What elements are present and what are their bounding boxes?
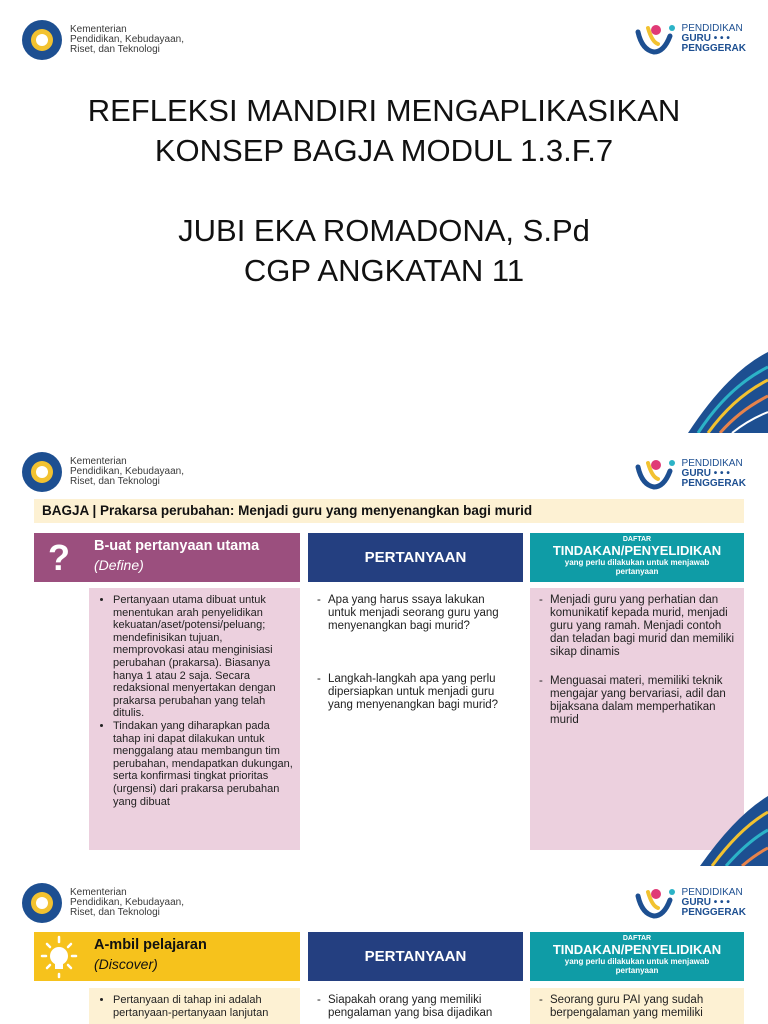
title-line: KONSEP BAGJA MODUL 1.3.F.7 xyxy=(154,133,614,168)
ministry-logo xyxy=(22,883,184,923)
guru-penggerak-logo xyxy=(634,457,746,491)
ministry-line: Kementerian xyxy=(70,887,127,898)
list-item: - Menguasai materi, memiliki teknik mengajar yang bervariasi, adil dan bijaksana dalam memperhatikan murid xyxy=(539,675,726,726)
guru-penggerak-mark-icon xyxy=(634,886,678,920)
guru-penggerak-logo xyxy=(634,886,746,920)
actions-header-label: TINDAKAN/PENYELIDIKAN xyxy=(552,543,722,558)
title-line: REFLEKSI MANDIRI MENGAPLIKASIKAN xyxy=(87,93,681,128)
tut-wuri-emblem-icon xyxy=(22,452,62,492)
questions-header-label: PERTANYAAN xyxy=(364,948,467,965)
ministry-line: Pendidikan, Kebudayaan, xyxy=(70,466,184,477)
ministry-line: Pendidikan, Kebudayaan, xyxy=(70,34,184,45)
explanation-cell xyxy=(89,988,300,1024)
explanation-cell xyxy=(89,588,300,850)
author-line: JUBI EKA ROMADONA, S.Pd xyxy=(178,213,590,248)
program-line: GURU • • • xyxy=(681,897,730,908)
step-header xyxy=(34,932,300,981)
ministry-line: Riset, dan Teknologi xyxy=(70,44,160,55)
questions-cell xyxy=(308,588,523,850)
list-item: - Menjadi guru yang perhatian dan komunikatif kepada murid, menjadi guru yang ramah. Menjadi contoh dan teladan bagi murid dan memiliki sikap dinamis xyxy=(539,594,735,658)
slide-gap xyxy=(0,433,768,443)
guru-penggerak-logo xyxy=(634,22,746,56)
title-slide xyxy=(0,0,768,433)
program-line: PENDIDIKAN xyxy=(681,458,743,469)
slide-gap xyxy=(0,866,768,876)
actions-header-sub: yang perlu dilakukan untuk menjawab pertanyaan xyxy=(564,558,710,576)
list-item: • Tindakan yang diharapkan pada tahap ini dapat dilakukan untuk menggalang atau membangun tim perubahan, mendapatkan dukungan, serta konfirmasi tingkat prioritas (urgensi) dari prakarsa perubahan yang dibuat xyxy=(113,720,294,808)
cohort-line: CGP ANGKATAN 11 xyxy=(243,253,525,288)
questions-header xyxy=(308,533,523,582)
guru-penggerak-mark-icon xyxy=(634,457,678,491)
tut-wuri-emblem-icon xyxy=(22,20,62,60)
list-item: • Pertanyaan utama dibuat untuk menentukan arah penyelidikan kekuatan/aset/potensi/peluang; mendefinisikan tujuan, memprovokasi atau menginisiasi perubahan (prakarsa). Biasanya hanya 1 atau 2 saja. Secara redaksional menyertakan dengan prakarsa perubahan yang telah ditulis. xyxy=(113,594,294,720)
list-item: - Langkah-langkah apa yang perlu dipersiapkan untuk menjadi guru yang menyenangkan bagi murid? xyxy=(317,673,499,711)
corner-decoration-icon xyxy=(690,796,768,866)
questions-header xyxy=(308,932,523,981)
ministry-line: Riset, dan Teknologi xyxy=(70,907,160,918)
list-item: - Seorang guru PAI yang sudah berpengalaman yang memiliki xyxy=(539,994,704,1019)
slide-title xyxy=(0,91,768,291)
program-line: GURU • • • xyxy=(681,33,730,44)
actions-cell xyxy=(530,988,744,1024)
program-line: PENGGERAK xyxy=(681,478,746,489)
bulb-icon xyxy=(34,932,84,981)
step-subtitle: (Discover) xyxy=(94,956,158,972)
ministry-line: Riset, dan Teknologi xyxy=(70,476,160,487)
step-header xyxy=(34,533,300,582)
initiative-banner: BAGJA | Prakarsa perubahan: Menjadi guru yang menyenangkan bagi murid xyxy=(34,499,744,523)
list-item: - Apa yang harus ssaya lakukan untuk menjadi seorang guru yang menyenangkan bagi murid? xyxy=(317,594,499,632)
actions-header-sub: yang perlu dilakukan untuk menjawab pertanyaan xyxy=(564,957,710,975)
program-line: PENGGERAK xyxy=(681,907,746,918)
corner-decoration-icon xyxy=(668,352,768,433)
bagja-define-slide xyxy=(0,443,768,866)
questions-header-label: PERTANYAAN xyxy=(364,549,467,566)
questions-cell xyxy=(308,988,523,1024)
ministry-line: Pendidikan, Kebudayaan, xyxy=(70,897,184,908)
ministry-logo xyxy=(22,20,184,60)
step-title: B-uat pertanyaan utama xyxy=(94,538,260,554)
ministry-logo xyxy=(22,452,184,492)
list-item: • Pertanyaan di tahap ini adalah pertanyaan-pertanyaan lanjutan xyxy=(113,994,294,1019)
step-title: A-mbil pelajaran xyxy=(94,937,207,953)
program-line: PENDIDIKAN xyxy=(681,23,743,34)
actions-header-small: DAFTAR xyxy=(622,536,652,543)
actions-header xyxy=(530,533,744,582)
program-line: PENGGERAK xyxy=(681,43,746,54)
actions-header xyxy=(530,932,744,981)
program-line: PENDIDIKAN xyxy=(681,887,743,898)
guru-penggerak-mark-icon xyxy=(634,22,678,56)
ministry-line: Kementerian xyxy=(70,456,127,467)
question-mark-icon: ? xyxy=(48,536,70,578)
actions-header-small: DAFTAR xyxy=(622,935,652,942)
list-item: - Siapakah orang yang memiliki pengalaman yang bisa dijadikan xyxy=(317,994,493,1019)
actions-header-label: TINDAKAN/PENYELIDIKAN xyxy=(552,942,722,957)
title-spacer xyxy=(0,171,768,211)
step-subtitle: (Define) xyxy=(94,557,144,573)
bagja-discover-slide xyxy=(0,876,768,1024)
program-line: GURU • • • xyxy=(681,468,730,479)
tut-wuri-emblem-icon xyxy=(22,883,62,923)
ministry-line: Kementerian xyxy=(70,24,127,35)
